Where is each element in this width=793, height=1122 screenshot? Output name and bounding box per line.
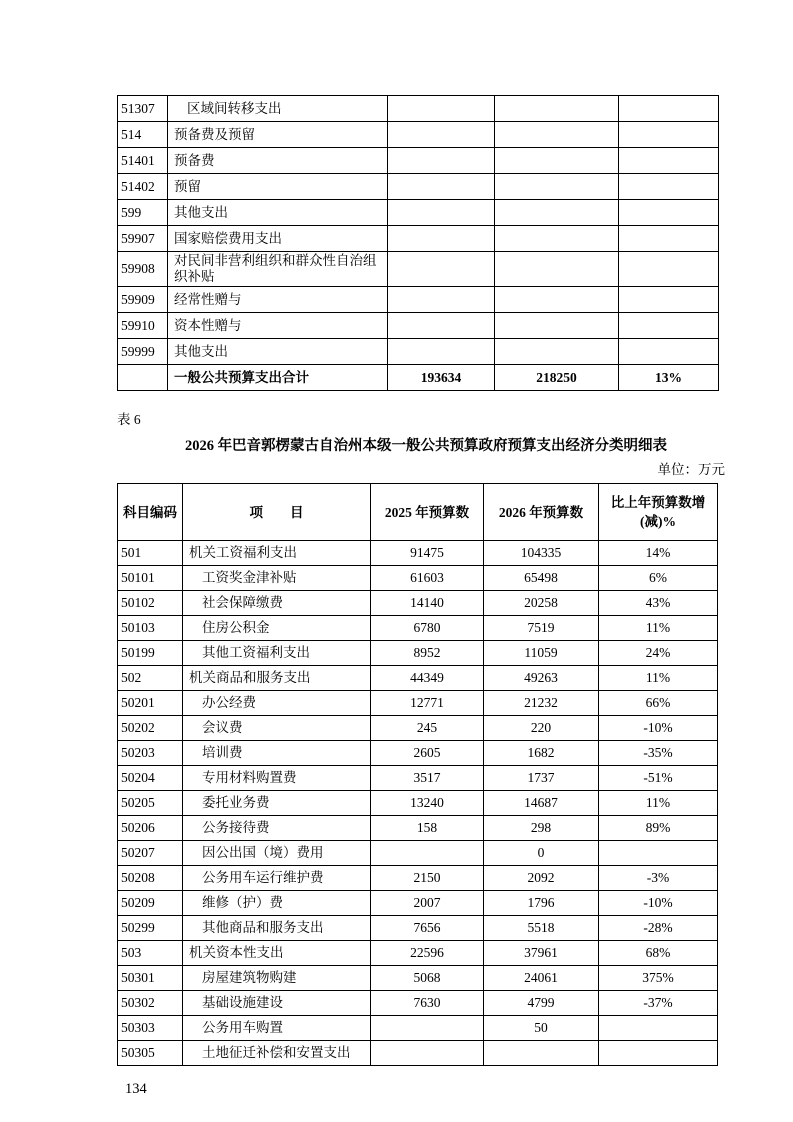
table-row bbox=[118, 916, 718, 941]
item-name-cell: 机关商品和服务支出 bbox=[183, 666, 371, 691]
budget-2025-cell bbox=[388, 122, 495, 148]
budget-2025-cell bbox=[388, 148, 495, 174]
budget-2026-cell: 14687 bbox=[484, 791, 599, 816]
subject-code-cell bbox=[118, 365, 168, 391]
table-row bbox=[118, 966, 718, 991]
budget-2025-cell: 158 bbox=[371, 816, 484, 841]
budget-2025-cell: 7630 bbox=[371, 991, 484, 1016]
budget-2025-cell: 5068 bbox=[371, 966, 484, 991]
item-name-cell: 会议费 bbox=[183, 716, 371, 741]
budget-2025-cell: 8952 bbox=[371, 641, 484, 666]
change-pct-cell bbox=[619, 148, 719, 174]
change-pct-cell: 89% bbox=[599, 816, 718, 841]
col-header-change-pct-line2: (减)% bbox=[640, 514, 676, 529]
subject-code-cell: 50202 bbox=[118, 716, 183, 741]
item-name-cell: 专用材料购置费 bbox=[183, 766, 371, 791]
subject-code-cell: 51307 bbox=[118, 96, 168, 122]
budget-2025-cell bbox=[388, 313, 495, 339]
table-row bbox=[118, 666, 718, 691]
subject-code-cell: 50201 bbox=[118, 691, 183, 716]
table-row bbox=[118, 991, 718, 1016]
budget-2026-cell: 104335 bbox=[484, 541, 599, 566]
change-pct-cell: 24% bbox=[599, 641, 718, 666]
table-row bbox=[118, 287, 719, 313]
item-name-cell: 国家赔偿费用支出 bbox=[168, 226, 388, 252]
budget-2025-cell: 2150 bbox=[371, 866, 484, 891]
budget-2025-cell bbox=[371, 841, 484, 866]
change-pct-cell: -35% bbox=[599, 741, 718, 766]
subject-code-cell: 50206 bbox=[118, 816, 183, 841]
change-pct-cell: -3% bbox=[599, 866, 718, 891]
table-row bbox=[118, 941, 718, 966]
budget-2025-cell: 6780 bbox=[371, 616, 484, 641]
unit-note: 单位：万元 bbox=[657, 462, 725, 477]
subject-code-cell: 50205 bbox=[118, 791, 183, 816]
table-row bbox=[118, 122, 719, 148]
budget-2026-cell bbox=[484, 1041, 599, 1066]
table-row bbox=[118, 174, 719, 200]
subject-code-cell: 50101 bbox=[118, 566, 183, 591]
budget-2026-cell: 49263 bbox=[484, 666, 599, 691]
table-row bbox=[118, 616, 718, 641]
item-name-cell: 一般公共预算支出合计 bbox=[168, 365, 388, 391]
change-pct-cell bbox=[619, 96, 719, 122]
col-header-subject-code: 科目编码 bbox=[118, 484, 183, 541]
change-pct-cell: 13% bbox=[619, 365, 719, 391]
budget-2025-cell bbox=[388, 200, 495, 226]
item-name-cell: 住房公积金 bbox=[183, 616, 371, 641]
item-name-cell: 其他工资福利支出 bbox=[183, 641, 371, 666]
table6-label: 表 6 bbox=[117, 412, 141, 427]
budget-2026-cell bbox=[495, 148, 619, 174]
table-row bbox=[118, 791, 718, 816]
budget-2025-cell: 2007 bbox=[371, 891, 484, 916]
budget-2026-cell: 298 bbox=[484, 816, 599, 841]
item-name-cell: 公务接待费 bbox=[183, 816, 371, 841]
budget-2026-cell: 20258 bbox=[484, 591, 599, 616]
budget-2026-cell bbox=[495, 200, 619, 226]
item-name-cell: 社会保障缴费 bbox=[183, 591, 371, 616]
change-pct-cell: 11% bbox=[599, 616, 718, 641]
budget-2026-cell: 4799 bbox=[484, 991, 599, 1016]
col-header-item: 项 目 bbox=[183, 484, 371, 541]
change-pct-cell: 11% bbox=[599, 791, 718, 816]
budget-2025-cell: 13240 bbox=[371, 791, 484, 816]
subject-code-cell: 503 bbox=[118, 941, 183, 966]
table-row bbox=[118, 641, 718, 666]
table6-body bbox=[118, 541, 718, 1066]
budget-2026-cell: 0 bbox=[484, 841, 599, 866]
item-name-cell: 对民间非营利组织和群众性自治组织补贴 bbox=[168, 252, 388, 287]
header-row bbox=[118, 484, 718, 541]
change-pct-cell: 68% bbox=[599, 941, 718, 966]
table-row bbox=[118, 866, 718, 891]
item-name-cell: 机关工资福利支出 bbox=[183, 541, 371, 566]
budget-2025-cell: 44349 bbox=[371, 666, 484, 691]
table-row bbox=[118, 716, 718, 741]
budget-2025-cell: 7656 bbox=[371, 916, 484, 941]
change-pct-cell: -28% bbox=[599, 916, 718, 941]
change-pct-cell: 375% bbox=[599, 966, 718, 991]
budget-2025-cell: 245 bbox=[371, 716, 484, 741]
table-row bbox=[118, 148, 719, 174]
budget-2026-cell: 1737 bbox=[484, 766, 599, 791]
table-row bbox=[118, 226, 719, 252]
budget-2026-cell bbox=[495, 252, 619, 287]
table-row bbox=[118, 1041, 718, 1066]
budget-2026-cell: 2092 bbox=[484, 866, 599, 891]
subject-code-cell: 50203 bbox=[118, 741, 183, 766]
change-pct-cell: 66% bbox=[599, 691, 718, 716]
item-name-cell: 维修（护）费 bbox=[183, 891, 371, 916]
budget-2026-cell: 37961 bbox=[484, 941, 599, 966]
subject-code-cell: 50209 bbox=[118, 891, 183, 916]
subject-code-cell: 59907 bbox=[118, 226, 168, 252]
table-row bbox=[118, 313, 719, 339]
budget-2025-cell bbox=[388, 339, 495, 365]
budget-2026-cell: 5518 bbox=[484, 916, 599, 941]
budget-2026-cell: 1796 bbox=[484, 891, 599, 916]
item-name-cell: 委托业务费 bbox=[183, 791, 371, 816]
budget-2025-cell: 2605 bbox=[371, 741, 484, 766]
table-row bbox=[118, 1016, 718, 1041]
item-name-cell: 区域间转移支出 bbox=[168, 96, 388, 122]
change-pct-cell bbox=[619, 252, 719, 287]
subject-code-cell: 50301 bbox=[118, 966, 183, 991]
item-name-cell: 其他商品和服务支出 bbox=[183, 916, 371, 941]
subject-code-cell: 50207 bbox=[118, 841, 183, 866]
change-pct-cell: 11% bbox=[599, 666, 718, 691]
change-pct-cell bbox=[599, 841, 718, 866]
change-pct-cell: 43% bbox=[599, 591, 718, 616]
budget-2025-cell bbox=[388, 174, 495, 200]
item-name-cell: 因公出国（境）费用 bbox=[183, 841, 371, 866]
item-name-cell: 房屋建筑物购建 bbox=[183, 966, 371, 991]
item-name-cell: 其他支出 bbox=[168, 339, 388, 365]
budget-2026-cell: 218250 bbox=[495, 365, 619, 391]
table-row bbox=[118, 816, 718, 841]
col-header-change-pct bbox=[599, 484, 718, 541]
budget-2026-cell: 11059 bbox=[484, 641, 599, 666]
item-name-cell: 资本性赠与 bbox=[168, 313, 388, 339]
subject-code-cell: 50102 bbox=[118, 591, 183, 616]
change-pct-cell: -10% bbox=[599, 891, 718, 916]
table-row bbox=[118, 591, 718, 616]
budget-2026-cell bbox=[495, 174, 619, 200]
subject-code-cell: 51401 bbox=[118, 148, 168, 174]
change-pct-cell: -10% bbox=[599, 716, 718, 741]
subject-code-cell: 50103 bbox=[118, 616, 183, 641]
change-pct-cell bbox=[619, 339, 719, 365]
table-row bbox=[118, 200, 719, 226]
subject-code-cell: 50305 bbox=[118, 1041, 183, 1066]
budget-2025-cell bbox=[371, 1041, 484, 1066]
item-name-cell: 预备费 bbox=[168, 148, 388, 174]
budget-2025-cell bbox=[388, 226, 495, 252]
budget-2025-cell: 193634 bbox=[388, 365, 495, 391]
change-pct-cell bbox=[619, 122, 719, 148]
budget-2026-cell: 65498 bbox=[484, 566, 599, 591]
budget-2026-cell: 50 bbox=[484, 1016, 599, 1041]
budget-2026-cell bbox=[495, 339, 619, 365]
item-name-cell: 公务用车购置 bbox=[183, 1016, 371, 1041]
budget-2025-cell bbox=[388, 96, 495, 122]
budget-2026-cell bbox=[495, 287, 619, 313]
subject-code-cell: 514 bbox=[118, 122, 168, 148]
page-number: 134 bbox=[125, 1081, 147, 1097]
subject-code-cell: 501 bbox=[118, 541, 183, 566]
budget-2026-cell bbox=[495, 122, 619, 148]
budget-2026-cell: 220 bbox=[484, 716, 599, 741]
change-pct-cell bbox=[619, 174, 719, 200]
budget-2025-cell: 12771 bbox=[371, 691, 484, 716]
budget-2025-cell bbox=[388, 287, 495, 313]
subject-code-cell: 50303 bbox=[118, 1016, 183, 1041]
subject-code-cell: 59910 bbox=[118, 313, 168, 339]
change-pct-cell bbox=[619, 313, 719, 339]
budget-2025-cell bbox=[371, 1016, 484, 1041]
table6-title: 2026 年巴音郭楞蒙古自治州本级一般公共预算政府预算支出经济分类明细表 bbox=[184, 438, 668, 454]
table-row bbox=[118, 541, 718, 566]
subject-code-cell: 502 bbox=[118, 666, 183, 691]
change-pct-cell bbox=[619, 200, 719, 226]
change-pct-cell: -37% bbox=[599, 991, 718, 1016]
item-name-cell: 土地征迁补偿和安置支出 bbox=[183, 1041, 371, 1066]
table-row bbox=[118, 365, 719, 391]
subject-code-cell: 50208 bbox=[118, 866, 183, 891]
item-name-cell: 经常性赠与 bbox=[168, 287, 388, 313]
item-name-cell: 基础设施建设 bbox=[183, 991, 371, 1016]
item-name-cell: 其他支出 bbox=[168, 200, 388, 226]
table6-header bbox=[118, 484, 718, 541]
subject-code-cell: 50199 bbox=[118, 641, 183, 666]
col-header-budget-2025: 2025 年预算数 bbox=[371, 484, 484, 541]
change-pct-cell bbox=[619, 226, 719, 252]
change-pct-cell bbox=[599, 1041, 718, 1066]
table6-economic-classification bbox=[117, 483, 718, 1066]
item-name-cell: 工资奖金津补贴 bbox=[183, 566, 371, 591]
item-name-cell: 公务用车运行维护费 bbox=[183, 866, 371, 891]
budget-2026-cell bbox=[495, 226, 619, 252]
budget-2026-cell bbox=[495, 313, 619, 339]
budget-2025-cell: 14140 bbox=[371, 591, 484, 616]
item-name-cell: 机关资本性支出 bbox=[183, 941, 371, 966]
budget-table-continued-body bbox=[118, 96, 719, 391]
item-name-cell: 预备费及预留 bbox=[168, 122, 388, 148]
budget-2026-cell: 24061 bbox=[484, 966, 599, 991]
subject-code-cell: 51402 bbox=[118, 174, 168, 200]
budget-2026-cell: 21232 bbox=[484, 691, 599, 716]
change-pct-cell: 6% bbox=[599, 566, 718, 591]
table-row bbox=[118, 766, 718, 791]
table-row bbox=[118, 891, 718, 916]
item-name-cell: 培训费 bbox=[183, 741, 371, 766]
change-pct-cell bbox=[599, 1016, 718, 1041]
item-name-cell: 预留 bbox=[168, 174, 388, 200]
table-row bbox=[118, 741, 718, 766]
col-header-change-pct-line1: 比上年预算数增 bbox=[610, 495, 706, 510]
subject-code-cell: 50204 bbox=[118, 766, 183, 791]
budget-2025-cell: 3517 bbox=[371, 766, 484, 791]
table-row bbox=[118, 96, 719, 122]
table-row bbox=[118, 252, 719, 287]
subject-code-cell: 599 bbox=[118, 200, 168, 226]
budget-2026-cell: 7519 bbox=[484, 616, 599, 641]
subject-code-cell: 50302 bbox=[118, 991, 183, 1016]
table-row bbox=[118, 691, 718, 716]
budget-2026-cell: 1682 bbox=[484, 741, 599, 766]
budget-2025-cell: 61603 bbox=[371, 566, 484, 591]
subject-code-cell: 59908 bbox=[118, 252, 168, 287]
budget-2025-cell bbox=[388, 252, 495, 287]
subject-code-cell: 59909 bbox=[118, 287, 168, 313]
budget-2025-cell: 22596 bbox=[371, 941, 484, 966]
item-name-cell: 办公经费 bbox=[183, 691, 371, 716]
table-row bbox=[118, 566, 718, 591]
budget-2026-cell bbox=[495, 96, 619, 122]
change-pct-cell bbox=[619, 287, 719, 313]
table-row bbox=[118, 339, 719, 365]
change-pct-cell: -51% bbox=[599, 766, 718, 791]
subject-code-cell: 50299 bbox=[118, 916, 183, 941]
budget-table-continued bbox=[117, 95, 719, 391]
budget-2025-cell: 91475 bbox=[371, 541, 484, 566]
table-row bbox=[118, 841, 718, 866]
change-pct-cell: 14% bbox=[599, 541, 718, 566]
subject-code-cell: 59999 bbox=[118, 339, 168, 365]
col-header-budget-2026: 2026 年预算数 bbox=[484, 484, 599, 541]
